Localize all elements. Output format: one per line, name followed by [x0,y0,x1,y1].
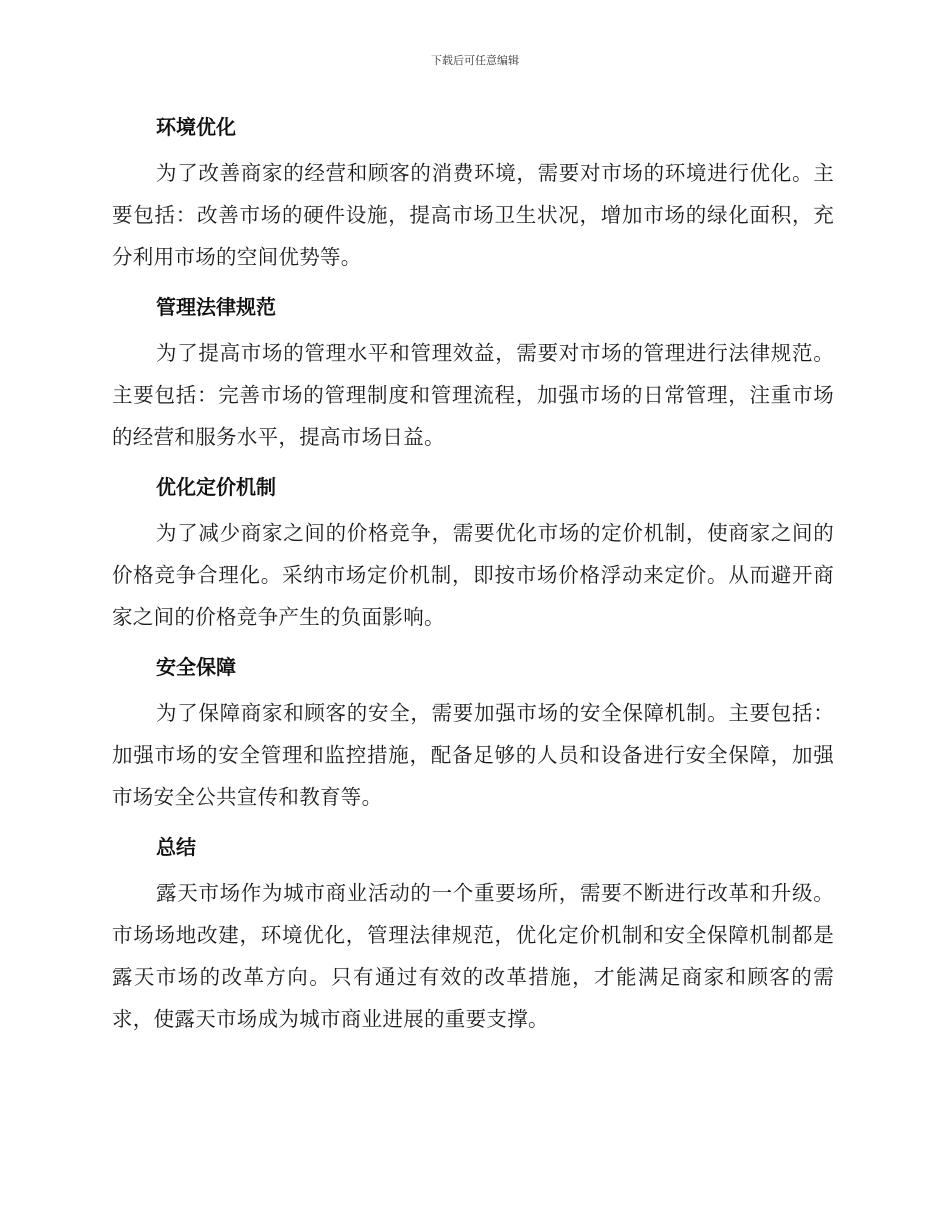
section-safety [112,646,834,818]
section-pricing [112,466,834,638]
section-paragraph: 为了改善商家的经营和顾客的消费环境，需要对市场的环境进行优化。主要包括：改善市场的硬件设施，提高市场卫生状况，增加市场的绿化面积，充分利用市场的空间优势等。 [112,161,834,269]
section-heading: 环境优化 [156,115,236,139]
section-environment [112,106,834,278]
section-paragraph: 为了保障商家和顾客的安全，需要加强市场的安全保障机制。主要包括：加强市场的安全管理和监控措施，配备足够的人员和设备进行安全保障，加强市场安全公共宣传和教育等。 [112,701,834,809]
section-paragraph: 为了减少商家之间的价格竞争，需要优化市场的定价机制，使商家之间的价格竞争合理化。采纳市场定价机制，即按市场价格浮动来定价。从而避开商家之间的价格竞争产生的负面影响。 [112,521,834,629]
page-header: 下载后可任意编辑 [431,54,519,67]
section-heading: 安全保障 [156,655,236,679]
section-management [112,286,834,458]
section-heading: 管理法律规范 [156,295,276,319]
section-paragraph: 为了提高市场的管理水平和管理效益，需要对市场的管理进行法律规范。主要包括：完善市场的管理制度和管理流程，加强市场的日常管理，注重市场的经营和服务水平，提高市场日益。 [112,341,834,449]
document-body [112,106,834,1048]
section-summary [112,826,834,1040]
section-heading: 优化定价机制 [156,475,276,499]
section-paragraph: 露天市场作为城市商业活动的一个重要场所，需要不断进行改革和升级。市场场地改建，环境优化，管理法律规范，优化定价机制和安全保障机制都是露天市场的改革方向。只有通过有效的改革措施，才能满足商家和顾客的需求，使露天市场成为城市商业进展的重要支撑。 [112,881,834,1031]
section-heading: 总结 [156,835,196,859]
